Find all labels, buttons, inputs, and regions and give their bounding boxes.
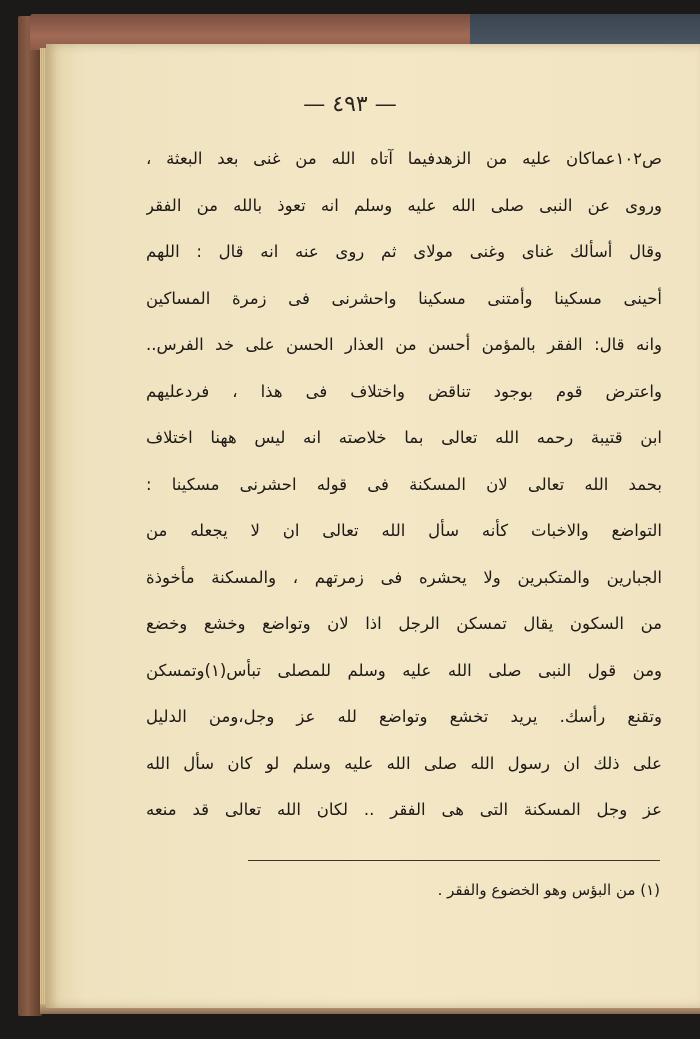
text-line: وروى عن النبى صلى الله عليه وسلم انه تعوذ بالله من الفقر bbox=[146, 195, 662, 215]
text-line: وتقنع رأسك. يريد تخشع وتواضع لله عز وجل،ومن الدليل bbox=[146, 707, 662, 726]
text-line: على ذلك ان رسول الله صلى الله عليه وسلم لو كان سأل الله bbox=[146, 753, 662, 773]
book-cover-corner bbox=[470, 14, 700, 46]
text-line: أحينى مسكينا وأمتنى مسكينا واحشرنى فى زمرة المساكين bbox=[146, 288, 662, 308]
main-text bbox=[146, 136, 662, 834]
text-line: ص١٠٢عماكان عليه من الزهدفيما آتاه الله من غنى بعد البعثة ، bbox=[146, 149, 662, 168]
text-line: من السكون يقال تمسكن الرجل اذا لان وتواضع وخشع وخضع bbox=[146, 614, 662, 633]
text-line: بحمد الله تعالى لان المسكنة فى قوله احشرنى مسكينا : bbox=[146, 474, 662, 494]
footnote-divider bbox=[248, 860, 660, 861]
text-line: عز وجل المسكنة التى هى الفقر .. لكان الله تعالى قد منعه bbox=[146, 800, 662, 819]
text-line: واعترض قوم بوجود تناقض واختلاف فى هذا ، فردعليهم bbox=[146, 381, 662, 401]
text-line: وانه قال: الفقر بالمؤمن أحسن من العذار الحسن على خد الفرس.. bbox=[146, 335, 662, 354]
text-line: ابن قتيبة رحمه الله تعالى بما خلاصته انه ليس ههنا اختلاف bbox=[146, 428, 662, 447]
text-line: ومن قول النبى صلى الله عليه وسلم للمصلى تبأس(١)وتمسكن bbox=[146, 660, 662, 680]
text-line: الجبارين والمتكبرين ولا يحشره فى زمرتهم ، والمسكنة مأخوذة bbox=[146, 567, 662, 587]
text-line: وقال أسألك غناى وغنى مولاى ثم روى عنه انه قال : اللهم bbox=[146, 242, 662, 261]
footnote: (١) من البؤس وهو الخضوع والفقر . bbox=[437, 881, 660, 899]
book-spine bbox=[18, 16, 42, 1016]
text-line: التواضع والاخبات كأنه سأل الله تعالى ان لا يجعله من bbox=[146, 521, 662, 540]
page-number: — ٤٩٣ — bbox=[303, 92, 397, 117]
